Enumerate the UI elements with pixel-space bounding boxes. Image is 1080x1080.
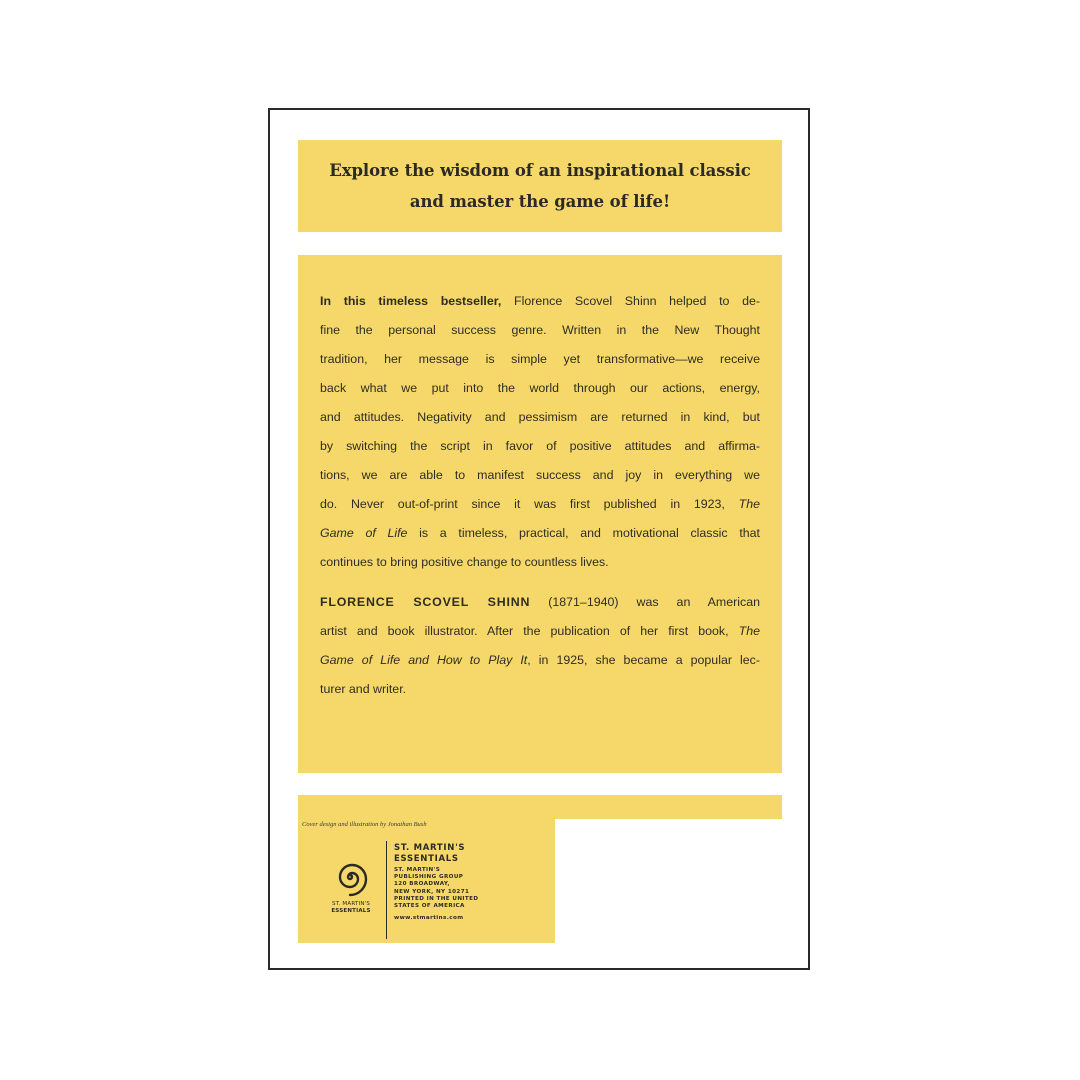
bio-line (320, 617, 760, 646)
address-line: NEW YORK, NY 10271 (394, 888, 470, 895)
description-line: and attitudes. Negativity and pessimism are returned in kind, but (320, 410, 760, 424)
description-line: tions, we are able to manifest success and joy in everything we (320, 468, 760, 482)
bio-line: turer and writer. (320, 682, 407, 696)
logo-wordmark (314, 901, 388, 915)
description-line: by switching the script in favor of positive attitudes and affirma- (320, 439, 760, 453)
cover-credit: Cover design and illustration by Jonathan Bush (302, 821, 427, 828)
book-title: The (738, 624, 760, 638)
logo-line-2: ESSENTIALS (331, 908, 371, 914)
divider (386, 841, 387, 939)
description-panel (298, 255, 782, 773)
imprint-name-2: ESSENTIALS (394, 853, 459, 864)
description-line: fine the personal success genre. Written in the New Thought (320, 323, 760, 337)
bio-line (320, 588, 760, 617)
address-line: STATES OF AMERICA (394, 903, 465, 910)
tagline-panel (298, 140, 782, 232)
address-line: PUBLISHING GROUP (394, 874, 464, 881)
description-line: back what we put into the world through our actions, energy, (320, 381, 760, 395)
description-line: continues to bring positive change to countless lives. (320, 555, 609, 569)
imprint-name-1: ST. MARTIN'S (394, 843, 466, 853)
spiral-icon (328, 855, 372, 899)
bio-text: , in 1925, she became a popular lec- (527, 653, 760, 667)
description-line (320, 519, 760, 548)
imprint-panel (298, 819, 555, 943)
book-title: Game of Life (320, 526, 408, 540)
description-text: do. Never out-of-print since it was first published in 1923, (320, 497, 739, 511)
bio-text: artist and book illustrator. After the publication of her first book, (320, 624, 739, 638)
book-title: The (738, 497, 760, 511)
book-title: Game of Life and How to Play It (320, 653, 528, 667)
description-line (320, 287, 760, 316)
publisher-url: www.stmartins.com (394, 915, 464, 922)
bio-line (320, 646, 760, 675)
author-name: FLORENCE SCOVEL SHINN (320, 595, 531, 609)
book-back-cover (268, 108, 810, 970)
description-line: tradition, her message is simple yet transformative—we receive (320, 352, 760, 366)
imprint-block (394, 843, 478, 921)
bio-text: (1871–1940) was an American (530, 595, 760, 609)
imprint-address (394, 867, 478, 910)
tagline-line-1: Explore the wisdom of an inspirational classic (329, 161, 751, 180)
description-text: is a timeless, practical, and motivational classic that (407, 526, 760, 540)
description-text: Florence Scovel Shinn helped to de- (501, 294, 760, 308)
description-lead: In this timeless bestseller, (320, 294, 502, 308)
description-line (320, 490, 760, 519)
address-line: ST. MARTIN'S (394, 867, 441, 873)
logo-line-1: ST. MARTIN'S (331, 901, 371, 907)
tagline-line-2: and master the game of life! (409, 192, 671, 211)
address-line: 120 BROADWAY, (394, 881, 450, 888)
bottom-strip (298, 795, 782, 819)
address-line: PRINTED IN THE UNITED (394, 895, 479, 902)
